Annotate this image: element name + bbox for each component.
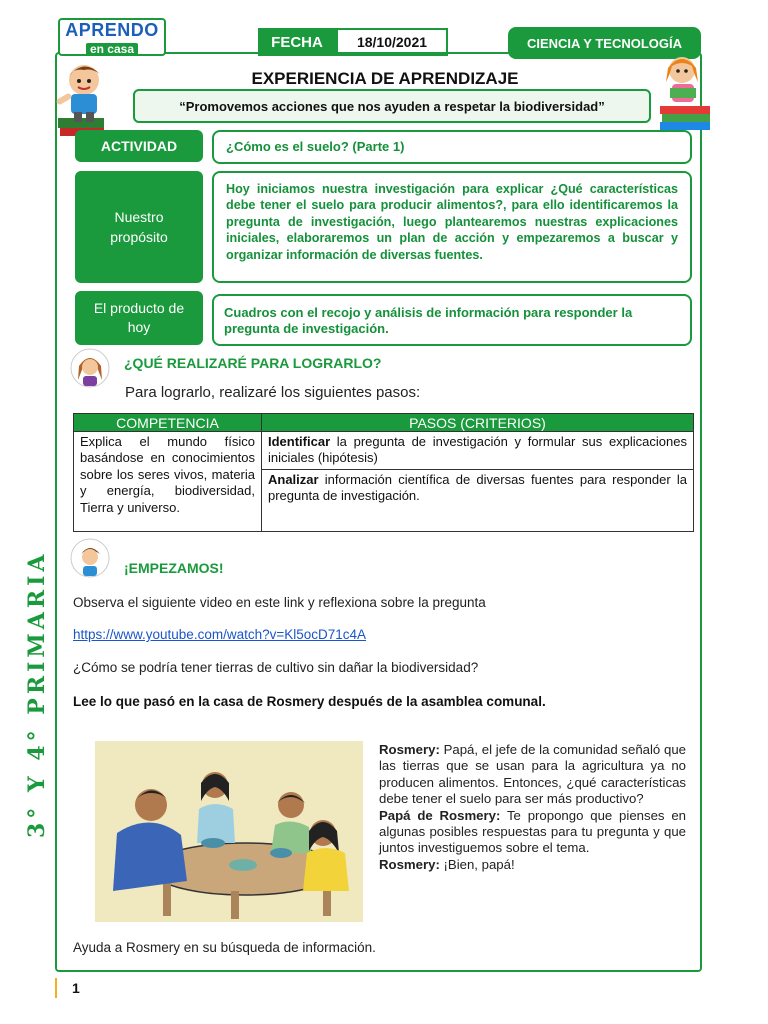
actividad-value: ¿Cómo es el suelo? (Parte 1) xyxy=(212,130,692,164)
producto-label: El producto de hoy xyxy=(75,291,203,345)
subject-badge: CIENCIA Y TECNOLOGÍA xyxy=(508,27,701,59)
boy-avatar-icon xyxy=(70,538,110,578)
page-title: EXPERIENCIA DE APRENDIZAJE xyxy=(251,69,519,88)
actividad-label: ACTIVIDAD xyxy=(75,130,203,162)
competencia-cell: Explica el mundo físico basándose en conocimientos sobre los seres vivos, materia y energía, biodiversidad, Tierra y universo. xyxy=(74,432,262,532)
quote-banner: “Promovemos acciones que nos ayuden a respetar la biodiversidad” xyxy=(133,89,651,123)
competencia-table xyxy=(73,413,694,532)
dialogue-line-2: Te propongo que pienses en algunas posibles respuestas para tu pregunta y que juntos investiguemos sobre el tema. xyxy=(379,807,686,856)
dialogue-text xyxy=(379,742,686,873)
fecha-value: 18/10/2021 xyxy=(336,28,448,56)
ayuda-text: Ayuda a Rosmery en su búsqueda de información. xyxy=(73,940,376,955)
dialogue-line-1: Papá, el jefe de la comunidad señaló que las tierras que se usan para la agricultura ya no producen alimentos. Entonces, ¿qué características debe tener el suelo para ser más productivo? xyxy=(379,742,686,807)
paso1-verb: Identificar xyxy=(268,434,331,449)
proposito-value: Hoy iniciamos nuestra investigación para explicar ¿Qué características debe tener el suelo para producir alimentos?, para ello identificaremos la pregunta de investigación, luego plantearemos nuestras explicaciones iniciales, elaboraremos un plan de acción y empezaremos a buscar y organizar información de diversas fuentes. xyxy=(212,171,692,283)
grade-sidebar: 3° Y 4° PRIMARIA xyxy=(24,550,50,838)
logo-line2: en casa xyxy=(86,43,138,56)
speaker-rosmery: Rosmery: xyxy=(379,856,440,872)
speaker-papa: Papá de Rosmery: xyxy=(379,807,501,823)
paso-cell xyxy=(262,432,694,470)
youtube-link[interactable]: https://www.youtube.com/watch?v=Kl5ocD71c4A xyxy=(73,627,367,642)
paso-cell xyxy=(262,470,694,532)
section-intro: Para lograrlo, realizaré los siguientes pasos: xyxy=(125,384,421,401)
page-number-marker xyxy=(55,978,57,998)
girl-reading-illustration xyxy=(654,50,716,136)
page-number: 1 xyxy=(72,980,80,996)
fecha-label: FECHA xyxy=(258,28,336,56)
paso2-text: información científica de diversas fuentes para responder la pregunta de investigación. xyxy=(268,472,687,503)
observe-text: Observa el siguiente video en este link y reflexiona sobre la pregunta xyxy=(73,595,486,610)
family-eating-illustration xyxy=(95,741,363,922)
logo-line1: APRENDO xyxy=(65,20,159,40)
question-text: ¿Cómo se podría tener tierras de cultivo sin dañar la biodiversidad? xyxy=(73,660,479,675)
paso2-verb: Analizar xyxy=(268,472,319,487)
boy-illustration xyxy=(44,56,124,138)
girl-avatar-icon xyxy=(70,348,110,388)
proposito-label: Nuestro propósito xyxy=(75,171,203,283)
section-heading-empezamos: ¡EMPEZAMOS! xyxy=(124,560,224,576)
table-header-pasos: PASOS (CRITERIOS) xyxy=(262,414,694,432)
aprendo-en-casa-logo xyxy=(58,18,166,56)
section-heading-lograrlo: ¿QUÉ REALIZARÉ PARA LOGRARLO? xyxy=(124,355,382,371)
lee-instruction: Lee lo que pasó en la casa de Rosmery después de la asamblea comunal. xyxy=(73,694,546,709)
table-header-competencia: COMPETENCIA xyxy=(74,414,262,432)
speaker-rosmery: Rosmery: xyxy=(379,742,440,757)
paso1-text: la pregunta de investigación y formular sus explicaciones iniciales (hipótesis) xyxy=(268,434,687,465)
dialogue-line-3: ¡Bien, papá! xyxy=(439,856,515,872)
producto-value: Cuadros con el recojo y análisis de información para responder la pregunta de investigación. xyxy=(212,294,692,346)
